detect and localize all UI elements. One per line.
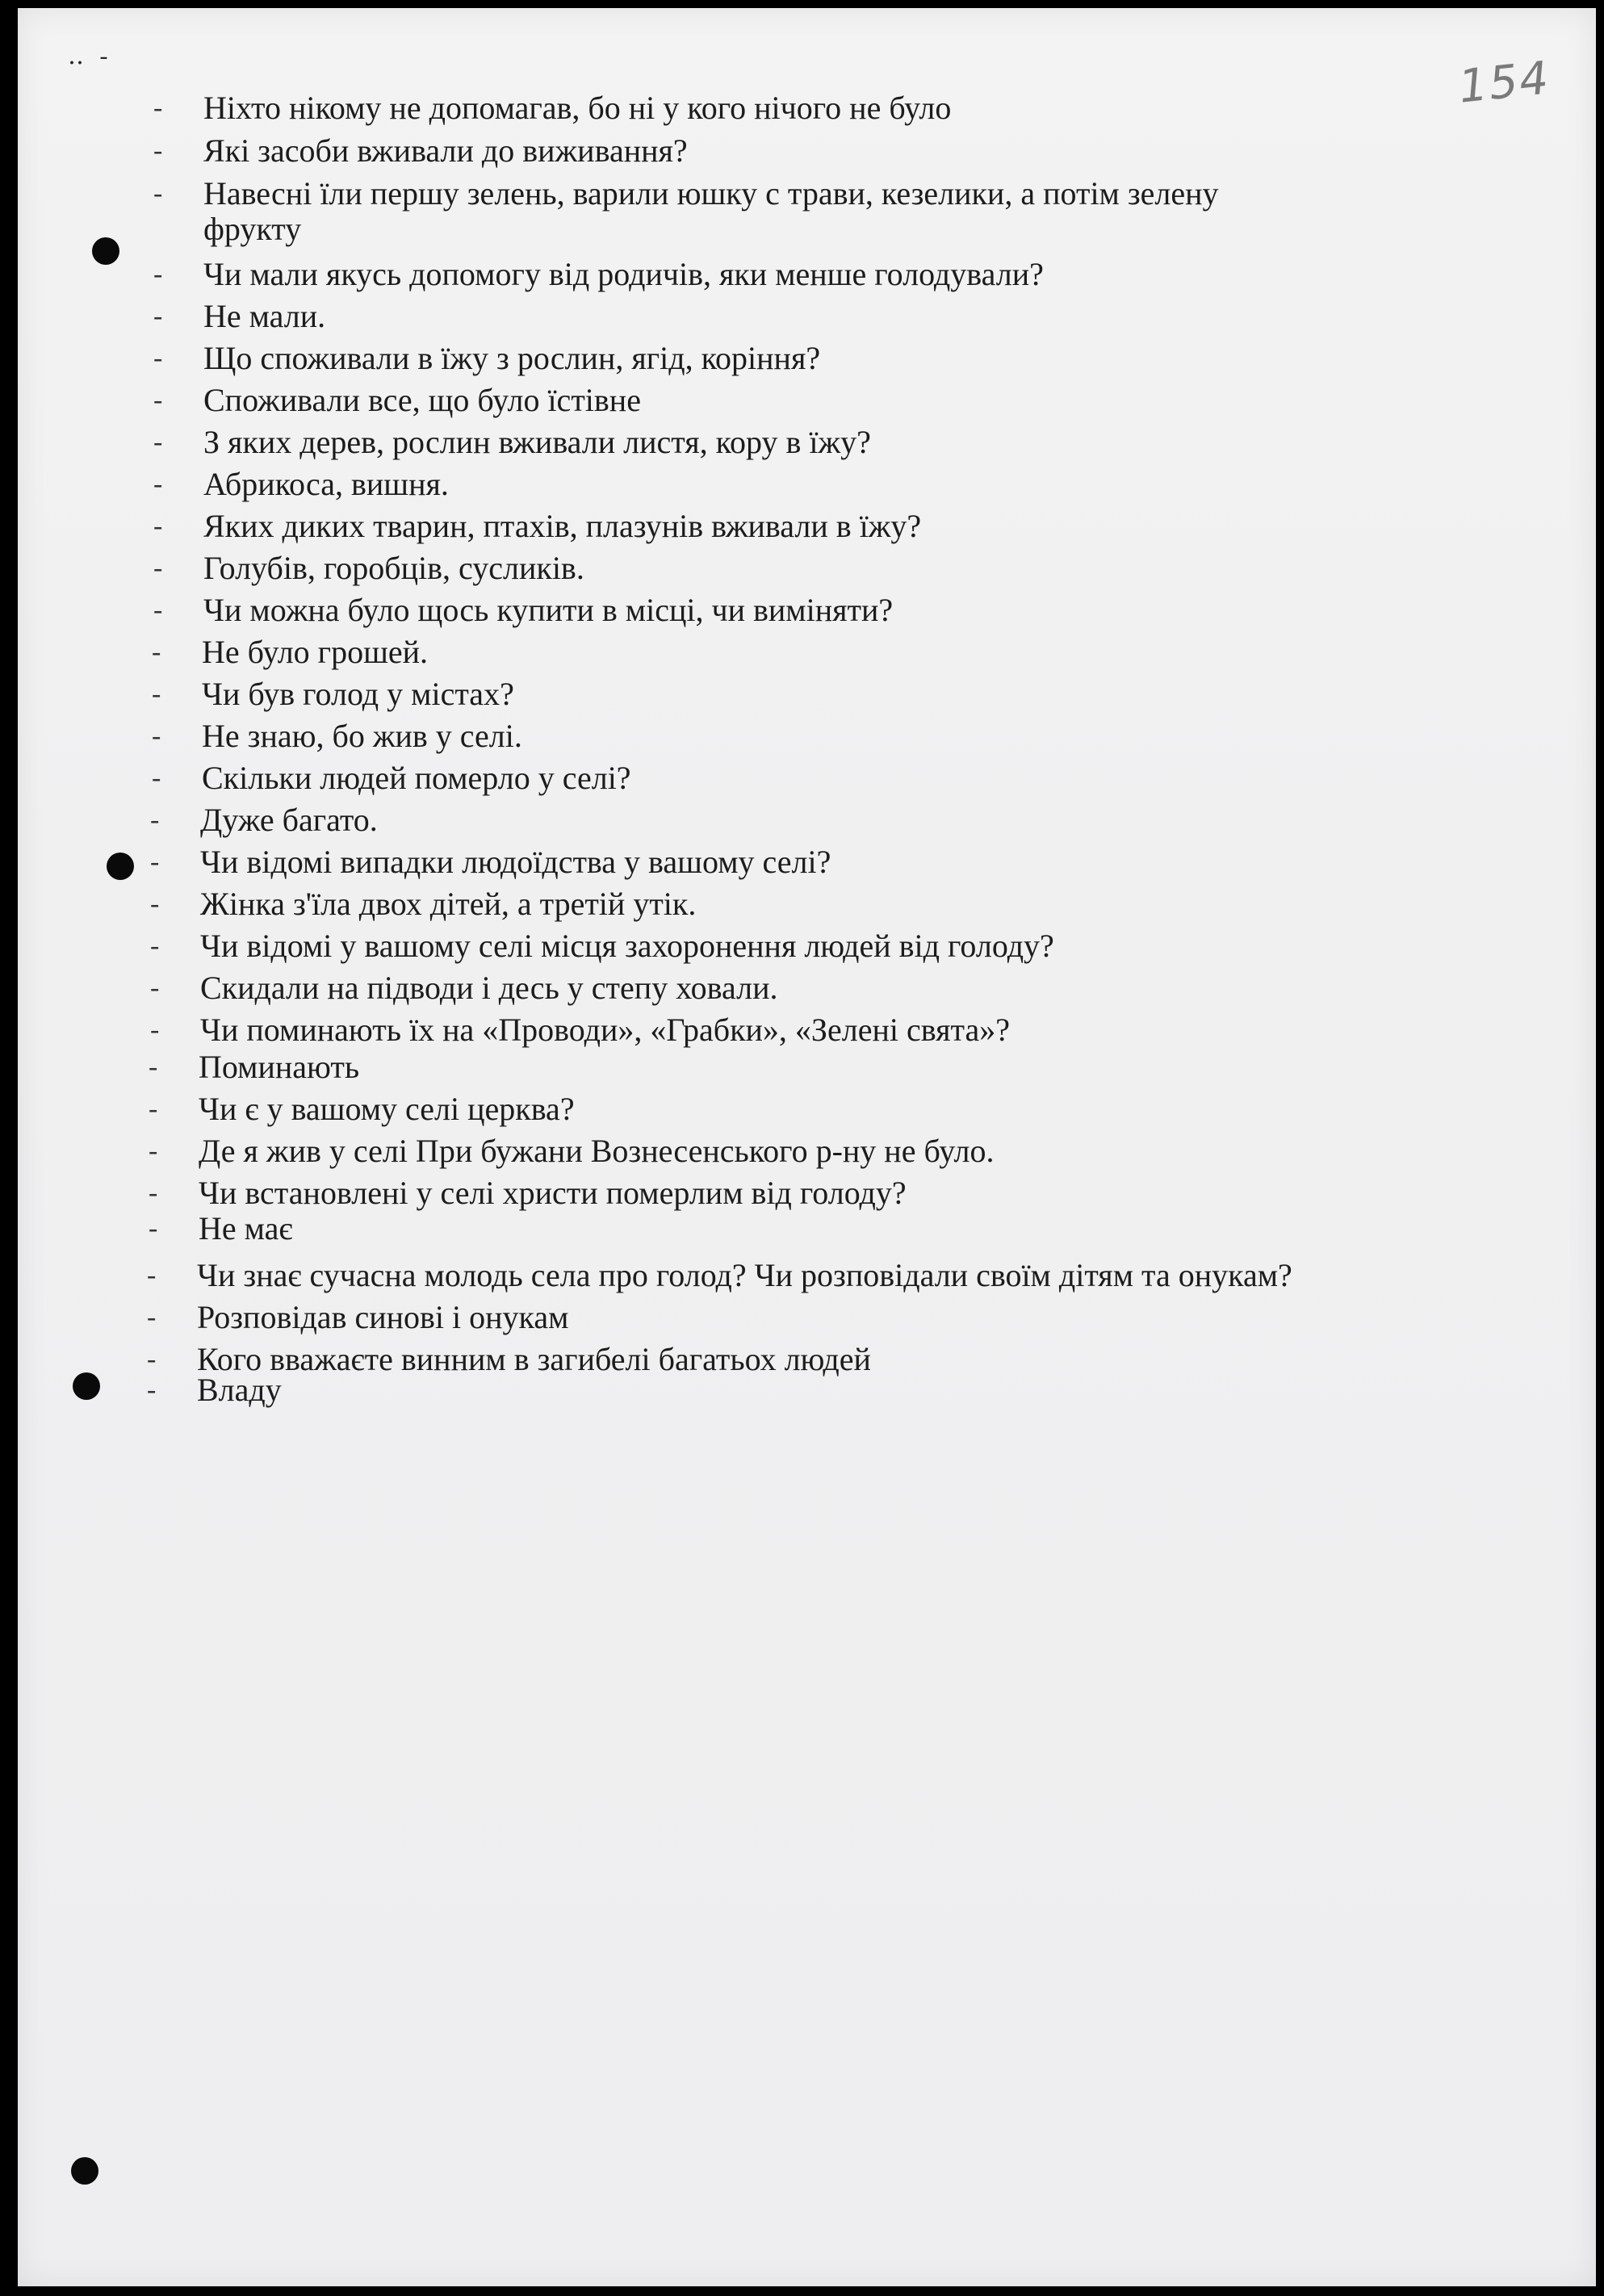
bullet-dash: -: [150, 847, 160, 877]
list-item: - Скидали на підводи і десь у степу ховали.: [150, 970, 778, 1006]
document-page: [18, 8, 1596, 2286]
bullet-dash: -: [153, 178, 163, 208]
list-item: - Скільки людей померло у селі?: [152, 760, 631, 796]
bullet-dash: -: [153, 136, 163, 165]
bullet-dash: -: [147, 1302, 157, 1332]
list-item: - Чи можна було щось купити в місці, чи виміняти?: [153, 592, 894, 628]
list-item: - Що споживали в їжу з рослин, ягід, коріння?: [153, 340, 821, 376]
bullet-dash: -: [149, 1052, 158, 1082]
list-item: - Голубів, горобців, сусликів.: [153, 550, 584, 586]
bullet-dash: -: [147, 1260, 157, 1290]
bullet-dash: -: [153, 93, 163, 123]
list-item: - З яких дерев, рослин вживали листя, кору в їжу?: [153, 424, 871, 460]
bullet-dash: -: [150, 973, 160, 1003]
bullet-dash: -: [147, 1344, 157, 1374]
bullet-dash: -: [149, 1136, 158, 1166]
list-item: - Дуже багато.: [150, 802, 378, 838]
list-item: - Навесні їли першу зелень, варили юшку с трави, кезелики, а потім зелену: [153, 175, 1219, 212]
list-item: - Які засоби вживали до виживання?: [153, 132, 688, 169]
list-item: - Чи був голод у містах?: [152, 676, 514, 712]
bullet-dash: -: [149, 1213, 158, 1243]
punch-hole-lower: [73, 1372, 100, 1400]
bullet-dash: -: [152, 721, 161, 751]
list-item: - Чи поминають їх на «Проводи», «Грабки», «Зелені свята»?: [150, 1012, 1010, 1048]
bullet-dash: -: [152, 763, 161, 793]
bullet-dash: -: [153, 385, 163, 415]
bullet-dash: -: [153, 553, 163, 583]
list-item: - Чи мали якусь допомогу від родичів, яки менше голодували?: [153, 256, 1044, 292]
list-item: - Кого вважаєте винним в загибелі багатьох людей: [147, 1341, 871, 1377]
list-item-continuation: фрукту: [203, 211, 302, 247]
list-item: - Не знаю, бо жив у селі.: [152, 718, 522, 754]
list-item: - Абрикоса, вишня.: [153, 466, 449, 502]
list-item: - Чи відомі випадки людоїдства у вашому селі?: [150, 844, 831, 880]
list-item: - Де я жив у селі При бужани Вознесенського р-ну не було.: [149, 1133, 995, 1169]
bullet-dash: -: [147, 1375, 157, 1405]
list-item: - Не було грошей.: [152, 634, 429, 670]
list-item: - Чи встановлені у селі христи померлим від голоду?: [149, 1175, 907, 1211]
punch-hole-middle: [107, 853, 134, 880]
list-item: - Жінка з'їла двох дітей, а третій утік.: [150, 886, 697, 922]
bullet-dash: -: [153, 511, 163, 541]
list-item: - Розповідав синові і онукам: [147, 1299, 569, 1335]
list-item: - Не мали.: [153, 298, 326, 334]
punch-hole-top: [92, 237, 119, 265]
bullet-dash: -: [149, 1178, 158, 1208]
bullet-dash: -: [153, 469, 163, 499]
bullet-dash: -: [150, 805, 160, 835]
corner-marks: ‥ -: [68, 43, 113, 69]
list-item: - Поминають: [149, 1049, 360, 1085]
bullet-dash: -: [153, 343, 163, 373]
bullet-dash: -: [149, 1094, 158, 1124]
bullet-dash: -: [153, 259, 163, 289]
bullet-dash: -: [153, 595, 163, 625]
list-item: - Чи є у вашому селі церква?: [149, 1091, 575, 1127]
list-item: - Яких диких тварин, птахів, плазунів вживали в їжу?: [153, 508, 922, 544]
punch-hole-bottom: [71, 2157, 98, 2185]
bullet-dash: -: [150, 1015, 160, 1045]
list-item: - Ніхто нікому не допомагав, бо ні у кого нічого не було: [153, 90, 952, 126]
list-item: - Владу: [147, 1372, 282, 1408]
bullet-dash: -: [153, 301, 163, 331]
page-number: 154: [1455, 52, 1552, 114]
bullet-dash: -: [150, 931, 160, 961]
bullet-dash: -: [152, 679, 161, 709]
list-item: - Чи знає сучасна молодь села про голод? Чи розповідали своїм дітям та онукам?: [147, 1257, 1292, 1293]
bullet-dash: -: [153, 427, 163, 457]
list-item: - Чи відомі у вашому селі місця захоронення людей від голоду?: [150, 928, 1054, 964]
bullet-dash: -: [150, 889, 160, 919]
bullet-dash: -: [152, 637, 161, 667]
list-item: - Не має: [149, 1210, 293, 1246]
list-item: - Споживали все, що було їстівне: [153, 382, 641, 418]
